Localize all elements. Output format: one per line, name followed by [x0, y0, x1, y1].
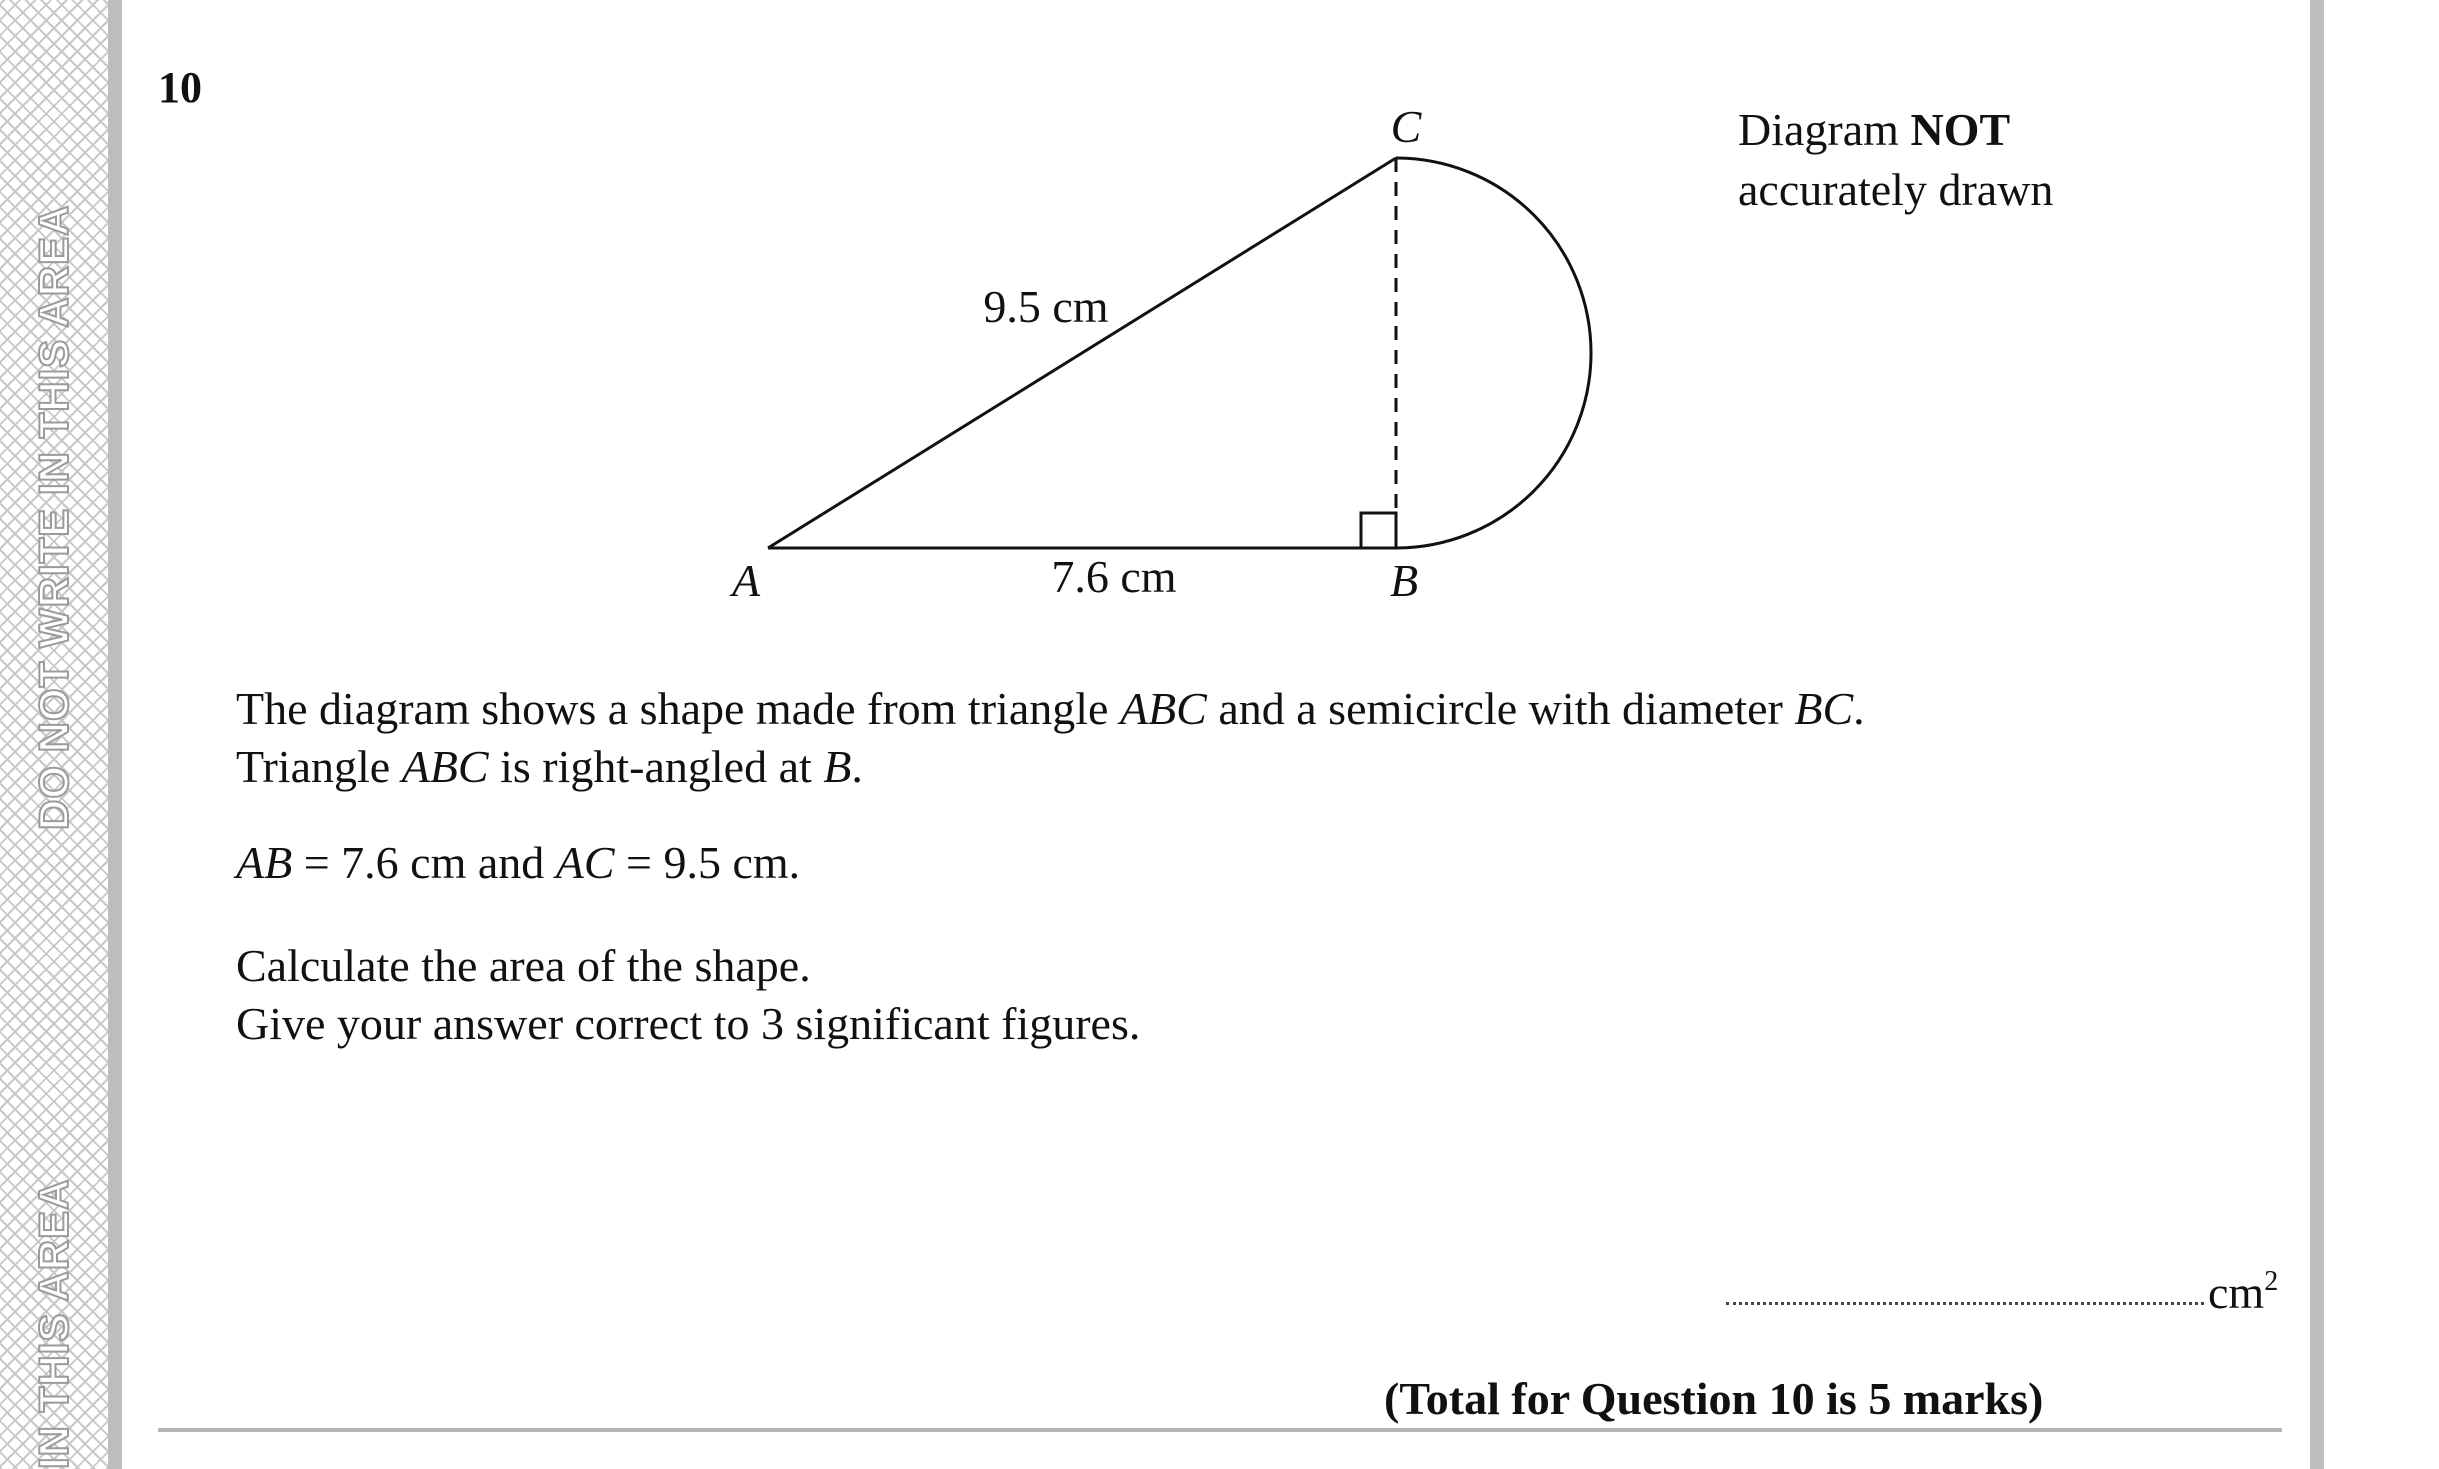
margin-warning-text-partial: IN THIS AREA — [30, 1178, 77, 1469]
italic-span: ABC — [401, 741, 489, 792]
vertex-label-b: B — [1389, 555, 1419, 606]
problem-description — [236, 680, 1865, 796]
unit-text: cm — [2208, 1267, 2265, 1318]
text-span: = 7.6 cm and — [292, 837, 556, 888]
unit-superscript: 2 — [2264, 1266, 2279, 1297]
given-lengths — [236, 834, 800, 892]
answer-line[interactable] — [1726, 1302, 2204, 1305]
italic-span: AB — [236, 837, 293, 888]
vertex-label-a: A — [731, 555, 761, 606]
italic-span: B — [823, 741, 852, 792]
bottom-rule — [158, 1428, 2282, 1432]
instruction-line-2: Give your answer correct to 3 significant figures. — [236, 998, 1141, 1049]
total-marks: (Total for Question 10 is 5 marks) — [1384, 1373, 2044, 1424]
right-angle-marker — [1361, 513, 1396, 548]
instruction-line-1: Calculate the area of the shape. — [236, 940, 811, 991]
semicircle-arc — [1396, 158, 1591, 548]
problem-line-3 — [236, 834, 800, 892]
diagram-note-prefix: Diagram — [1738, 104, 1911, 155]
margin-warning-text: DO NOT WRITE IN THIS AREA — [30, 204, 77, 830]
text-span: The diagram shows a shape made from triangle — [236, 683, 1120, 734]
text-span: . — [1853, 683, 1865, 734]
problem-line-2 — [236, 738, 1865, 796]
text-span: = 9.5 cm. — [614, 837, 801, 888]
text-span: is right-angled at — [488, 741, 824, 792]
side-ac — [768, 158, 1396, 548]
instructions — [236, 937, 1140, 1053]
text-span: Triangle — [236, 741, 402, 792]
text-span: and a semicircle with diameter — [1206, 683, 1795, 734]
italic-span: ABC — [1119, 683, 1207, 734]
label-ac-length: 9.5 cm — [983, 281, 1109, 332]
diagram-note-bold: NOT — [1910, 104, 2011, 155]
question-number: 10 — [158, 63, 202, 112]
italic-span: AC — [555, 837, 615, 888]
problem-line-1 — [236, 680, 1865, 738]
text-span: . — [851, 741, 863, 792]
answer-unit — [2208, 1266, 2278, 1319]
italic-span: BC — [1794, 683, 1854, 734]
vertex-label-c: C — [1390, 101, 1422, 152]
diagram-note-line2: accurately drawn — [1738, 164, 2054, 215]
label-ab-length: 7.6 cm — [1051, 551, 1177, 602]
